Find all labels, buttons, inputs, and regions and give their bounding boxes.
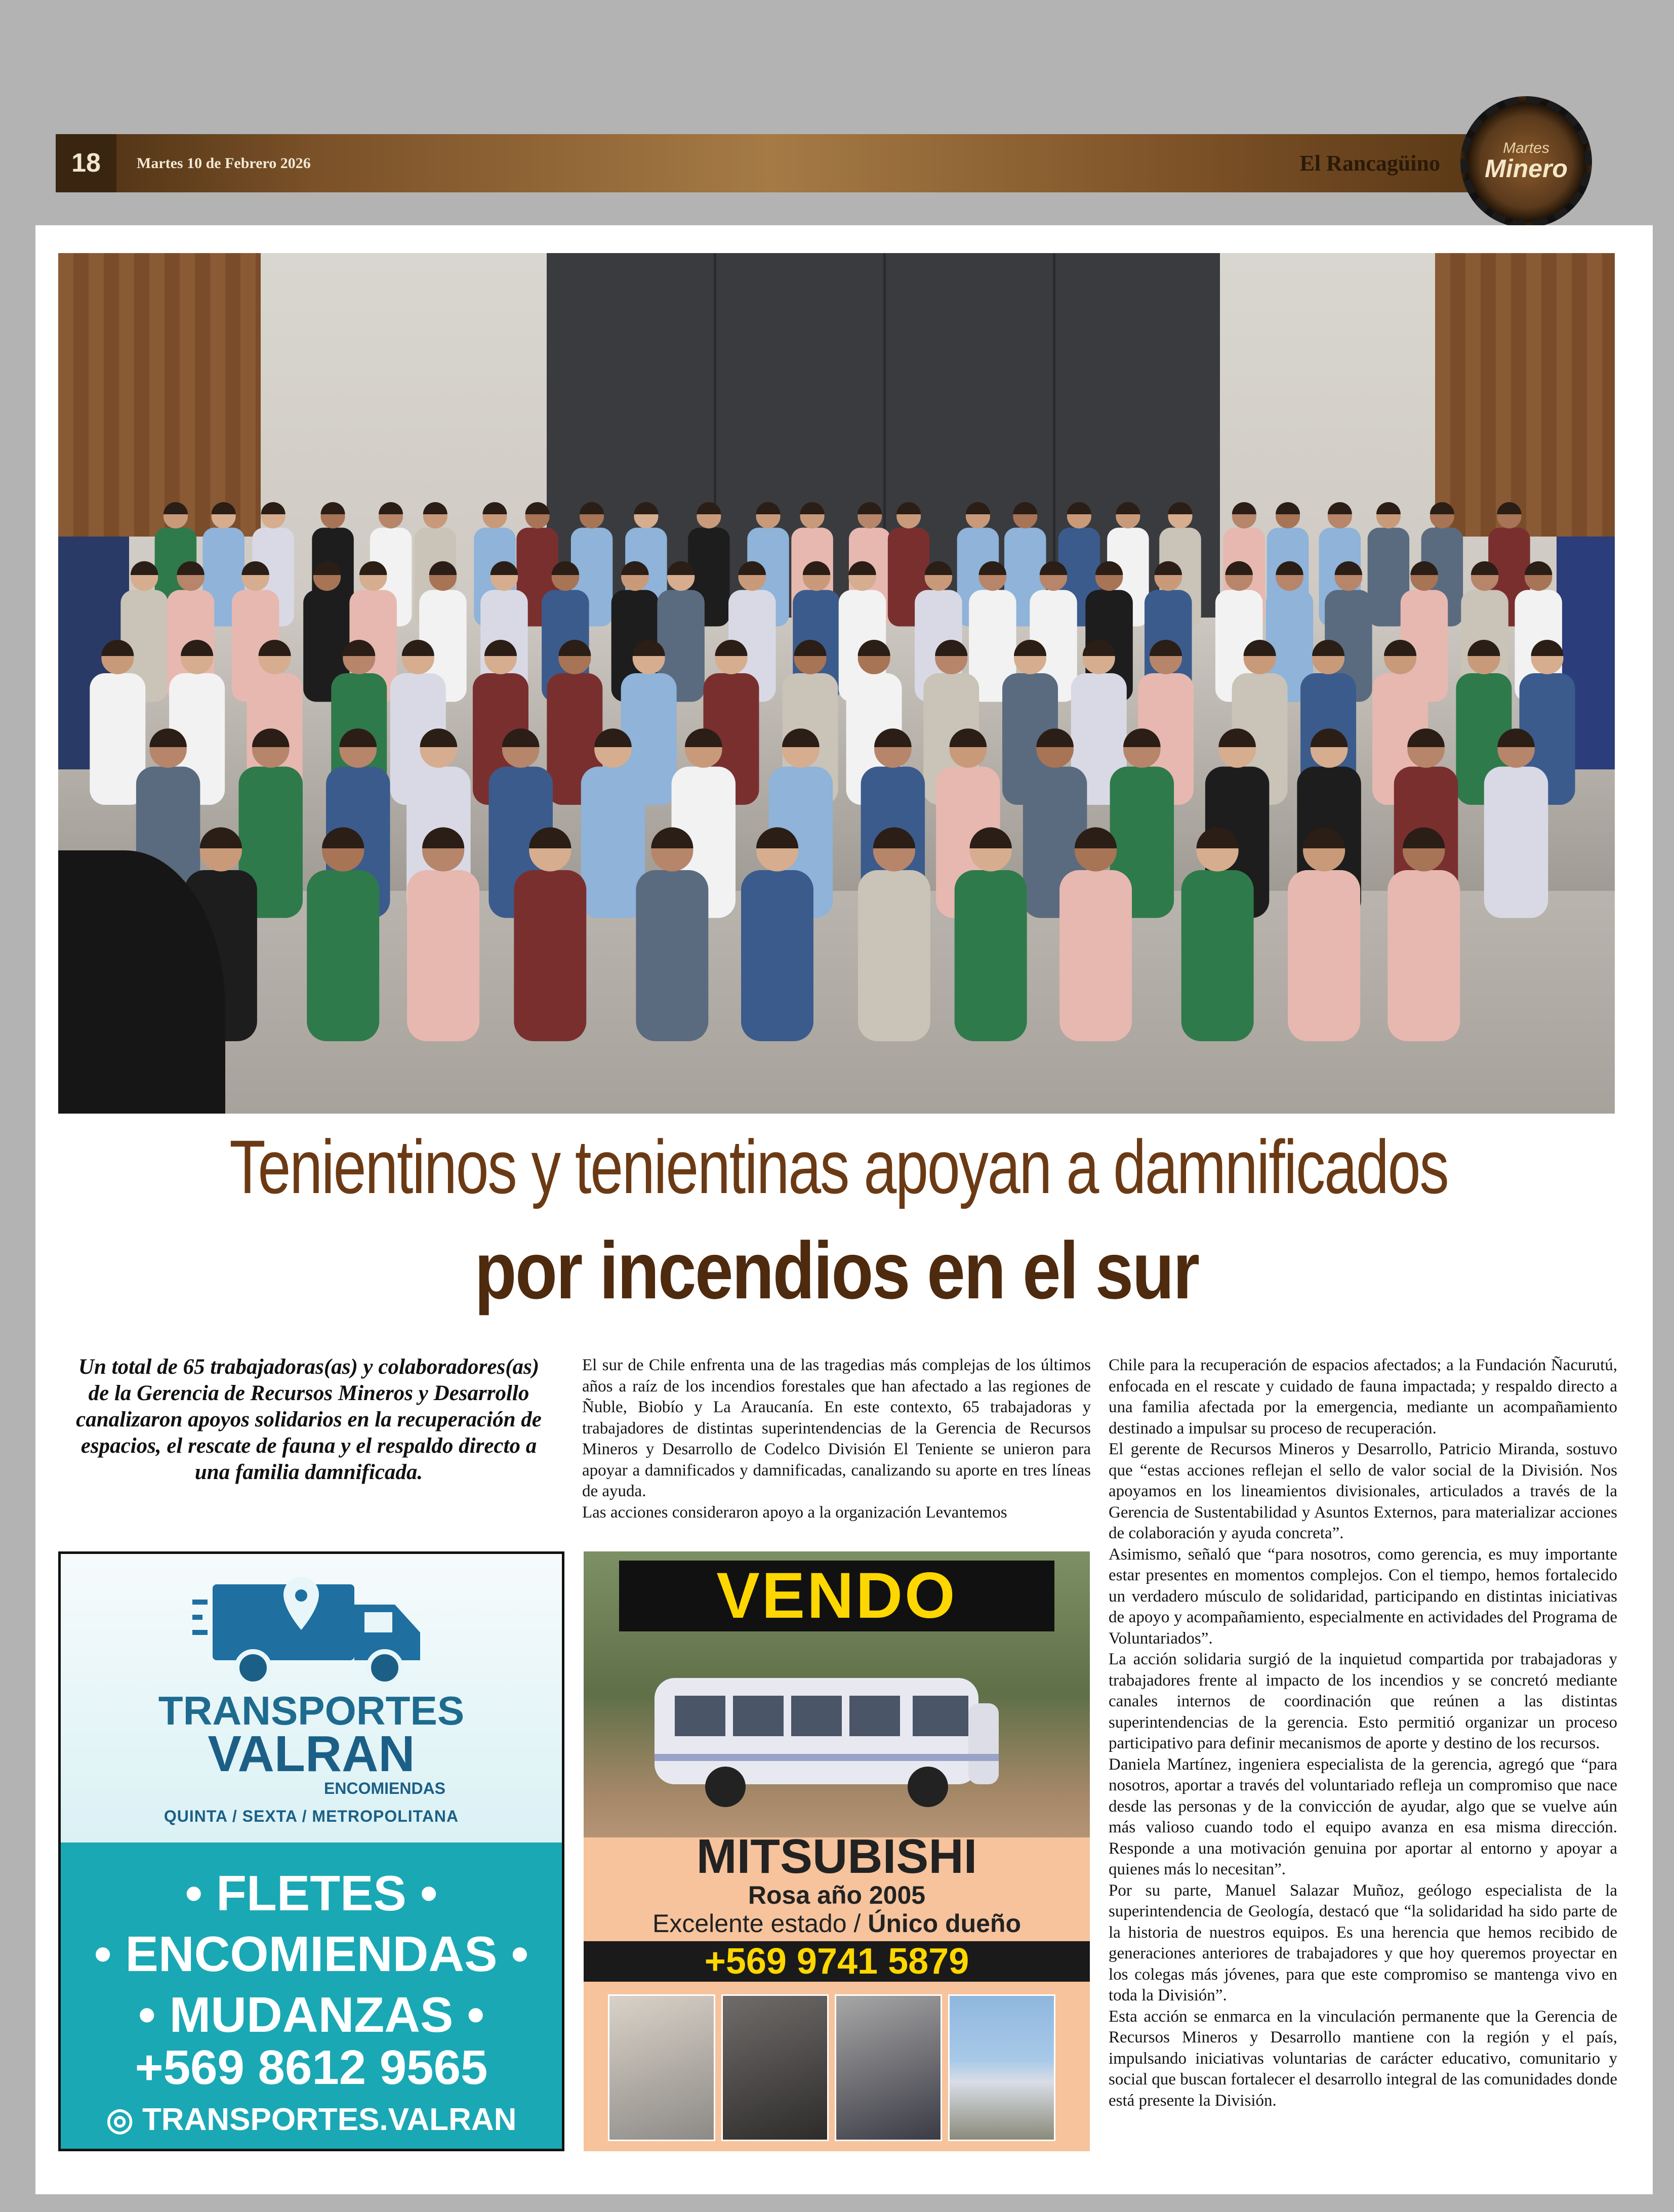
valran-regions: QUINTA / SEXTA / METROPOLITANA [164,1807,459,1825]
paragraph: Daniela Martínez, ingeniera especialista de la gerencia, agregó que “para nosotros, aportar a través del voluntariado refleja un compromiso que nace desde las personas y de la convicción de ayudar, algo que se vuelve aún más valioso cuando todo el equipo avanza en esa misma dirección. Responde a una motivación genuina por aportar al entorno y apoyar a quienes más lo necesitan”. [1109,1755,1617,1878]
service-encomiendas: • ENCOMIENDAS • [94,1926,529,1982]
paragraph: Chile para la recuperación de espacios afectados; a la Fundación Ñacurutú, enfocada en el rescate y cuidado de fauna impactada; y respaldo directo a una familia afectada por la emergencia, mediante un acompañamiento destinado a impulsar su proceso de recuperación. [1109,1356,1617,1438]
vendo-condition [584,1909,1090,1938]
paragraph: Las acciones consideraron apoyo a la organización Levantemos [582,1503,1007,1522]
vendo-model: Rosa año 2005 [748,1881,926,1909]
crowd-illustration [58,253,1615,1114]
ad-transportes-valran [58,1551,564,2151]
service-mudanzas: • MUDANZAS • [138,1987,484,2042]
valran-name-line-1: TRANSPORTES [158,1688,465,1733]
valran-tag: ENCOMIENDAS [324,1779,446,1797]
paragraph: La acción solidaria surgió de la inquietud compartida por trabajadoras y trabajadores frente al impacto de los incendios y se concretó mediante canales internos de coordinación que reúnen a las distintas superintendencias de la gerencia. Esto permitió organizar un proceso participativo para definir mecanismos de aporte y destino de los recursos. [1109,1650,1617,1752]
instagram-icon: ◎ [106,2102,142,2137]
paragraph: Asimismo, señaló que “para nosotros, como gerencia, es muy importante estar presentes en momentos complejos. Con el tiempo, hemos fortalecido un verdadero músculo de solidaridad, participando en distintas iniciativas de apoyo y acompañamiento, especialmente en actividades del Programa de Voluntariados”. [1109,1545,1617,1648]
thumb-interior-1 [608,1994,715,2141]
vendo-brand: MITSUBISHI [696,1829,977,1883]
issue-date: Martes 10 de Febrero 2026 [137,155,311,172]
article-column-2 [582,1355,1091,1523]
thumb-dashboard [721,1994,829,2141]
badge-day: Martes [1503,140,1549,156]
group-photo [58,253,1615,1114]
paragraph: El gerente de Recursos Mineros y Desarrollo, Patricio Miranda, sostuvo que “estas acciones reflejan el sello de valor social de la División. Nos apoyamos en los lineamientos divisionales, articulados a través de la Gerencia de Sustentabilidad y Asuntos Externos, para materializar acciones de colaboración y ayuda concreta”. [1109,1440,1617,1542]
vendo-phone: +569 9741 5879 [584,1941,1090,1982]
headline-line-1: Tenientinos y tenientinas apoyan a damnificados [229,1124,1448,1209]
article-column-3 [1109,1355,1617,2111]
paragraph: Por su parte, Manuel Salazar Muñoz, geólogo especialista de la superintendencia de Geología, destacó que “la solidaridad ha sido parte de la historia de nuestros equipos. Es una herencia que hemos recibido de generaciones anteriores de trabajadores y que hoy queremos proyectar en los colegas más jóvenes, para que este compromiso se mantenga vivo en toda la División”. [1109,1881,1617,2004]
condition-a: Excelente estado / [652,1909,868,1938]
valran-name-line-2: VALRAN [208,1726,415,1782]
vendo-title: VENDO [619,1561,1054,1631]
bus-illustration [644,1658,1009,1810]
ad-vendo-bus [584,1551,1090,2151]
thumb-exterior [948,1994,1055,2141]
valran-phone: +569 8612 9565 [135,2040,488,2095]
instagram-handle: TRANSPORTES.VALRAN [142,2102,517,2137]
thumb-seats [835,1994,942,2141]
badge-section: Minero [1485,154,1568,183]
newspaper-name: El Rancagüino [1299,151,1440,176]
headline-line-2: por incendios en el sur [474,1225,1199,1316]
paragraph: El sur de Chile enfrenta una de las tragedias más complejas de los últimos años a raíz de los incendios forestales que han afectado a las regiones de Ñuble, Biobío y La Araucanía. En este contexto, 65 trabajadoras y trabajadores de distintas superintendencias de la Gerencia de Recursos Mineros y Desarrollo de Codelco División El Teniente se unieron para apoyar a damnificados y damnificadas, canalizando su aporte en tres líneas de ayuda. [582,1356,1091,1500]
paragraph: Esta acción se enmarca en la vinculación permanente que la Gerencia de Recursos Mineros y Desarrollo mantiene con la región y el país, impulsando iniciativas voluntarias de carácter educativo, comunitario y social que buscan fortalecer el desarrollo integral de las comunidades donde está presente la División. [1109,2007,1617,2110]
truck-logo-icon [192,1569,435,1691]
martes-minero-badge [1460,96,1592,228]
service-fletes: • FLETES • [185,1865,438,1921]
page-number: 18 [56,134,116,192]
lead-paragraph: Un total de 65 trabajadoras(as) y colaboradores(as) de la Gerencia de Recursos Mineros y Desarrollo canalizaron apoyos solidarios en la recuperación de espacios, el rescate de fauna y el respaldo directo a una familia damnificada. [76,1355,542,1484]
valran-instagram [61,2101,562,2138]
page-header [56,134,1486,192]
condition-b: Único dueño [868,1909,1022,1938]
